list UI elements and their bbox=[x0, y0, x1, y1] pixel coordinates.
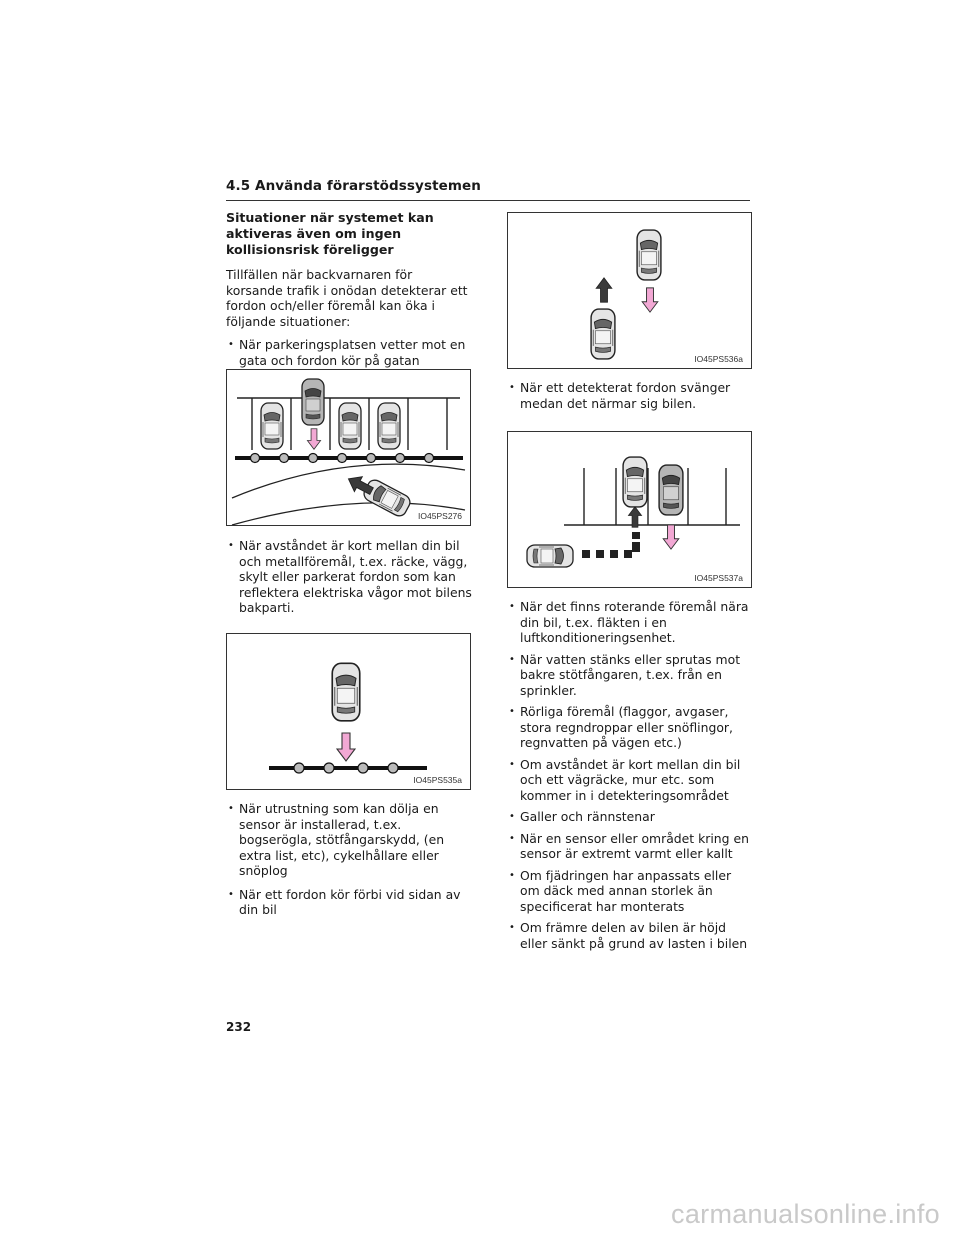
bullet-suspension: • Om fjädringen har anpassats eller om däck med annan storlek än specificerat har monterats bbox=[507, 868, 753, 915]
section-title: 4.5 Använda förarstödssystemen bbox=[226, 178, 482, 194]
figure-code: IO45PS537a bbox=[694, 573, 743, 583]
section-heading: Situationer när systemet kan aktiveras även om ingen kollisionsrisk föreligger bbox=[226, 210, 434, 257]
bullet-temperature: • När en sensor eller området kring en sensor är extremt varmt eller kallt bbox=[507, 831, 753, 862]
figure-code: IO45PS276 bbox=[418, 511, 462, 521]
bullet-moving-objects: • Rörliga föremål (flaggor, avgaser, stora regndroppar eller snöflingor, regnvatten på vägen etc.) bbox=[507, 704, 753, 751]
figure-passing-vehicle bbox=[507, 212, 752, 369]
watermark: carmanualsonline.info bbox=[671, 1199, 940, 1229]
bullet-rotating-objects: • När det finns roterande föremål nära din bil, t.ex. fläkten i en luftkonditioneringsenhet. bbox=[507, 599, 753, 646]
bullet-water-splash: • När vatten stänks eller sprutas mot bakre stötfångaren, t.ex. från en sprinkler. bbox=[507, 652, 753, 699]
bullet-guardrail: • Om avståndet är kort mellan din bil och ett vägräcke, mur etc. som kommer in i detekteringsområdet bbox=[507, 757, 753, 804]
figure-turning-vehicle bbox=[507, 431, 752, 588]
figure-parking-street bbox=[226, 369, 471, 526]
figure-code: IO45PS535a bbox=[413, 775, 462, 785]
bullet-passing-vehicle: • När ett fordon kör förbi vid sidan av din bil bbox=[226, 887, 472, 918]
section-header bbox=[226, 178, 750, 201]
figure-metal-objects bbox=[226, 633, 471, 790]
right-column-list bbox=[507, 599, 753, 951]
left-column-cont2 bbox=[226, 801, 472, 918]
bullet-metal-objects: • När avståndet är kort mellan din bil och metallföremål, t.ex. räcke, vägg, skylt eller parkerat fordon som kan reflektera elektriska vågor mot bilens bakparti. bbox=[226, 538, 472, 616]
bullet-turning-vehicle: • När ett detekterat fordon svänger medan det närmar sig bilen. bbox=[507, 380, 753, 411]
intro-paragraph: Tillfällen när backvarnaren för korsande trafik i onödan detekterar ett fordon och/eller föremål kan öka i följande situationer: bbox=[226, 267, 468, 329]
bullet-parking-street: • När parkeringsplatsen vetter mot en gata och fordon kör på gatan bbox=[226, 337, 472, 368]
left-column bbox=[226, 210, 472, 368]
bullet-grates: • Galler och rännstenar bbox=[507, 809, 753, 825]
bullet-equipment: • När utrustning som kan dölja en sensor är installerad, t.ex. bogserögla, stötfångarskydd, (en extra list, etc), cykelhållare eller snöplog bbox=[226, 801, 472, 879]
left-column-cont bbox=[226, 538, 472, 616]
page-number: 232 bbox=[226, 1020, 252, 1034]
figure-code: IO45PS536a bbox=[694, 354, 743, 364]
bullet-load-height: • Om främre delen av bilen är höjd eller sänkt på grund av lasten i bilen bbox=[507, 920, 753, 951]
parking-street-illustration bbox=[227, 370, 470, 525]
metal-objects-illustration bbox=[227, 634, 470, 789]
right-column bbox=[507, 380, 753, 411]
passing-vehicle-illustration bbox=[508, 213, 751, 368]
turning-vehicle-illustration bbox=[508, 432, 751, 587]
